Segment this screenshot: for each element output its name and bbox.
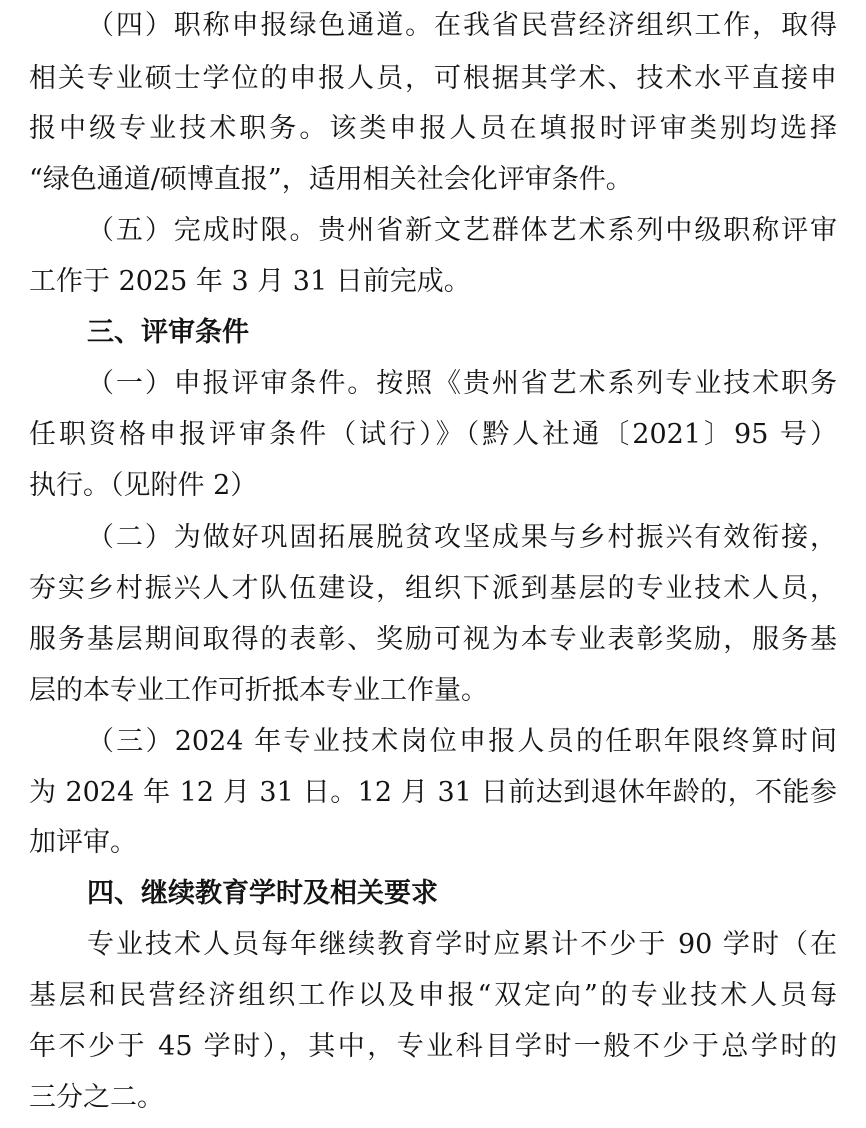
paragraph-education-hours-line: 基层和民营经济组织工作以及申报“双定向”的专业技术人员每 — [29, 980, 837, 1011]
paragraph-service-years-line: （三）2024 年专业技术岗位申报人员的任职年限终算时间 — [87, 726, 837, 757]
paragraph-deadline-line: （五）完成时限。贵州省新文艺群体艺术系列中级职称评审 — [87, 215, 837, 246]
paragraph-rural-revitalization-line: 夯实乡村振兴人才队伍建设，组织下派到基层的专业技术人员， — [29, 573, 837, 604]
paragraph-green-channel-line: 报中级专业技术职务。该类申报人员在填报时评审类别均选择 — [29, 113, 837, 144]
paragraph-green-channel-line: 相关专业硕士学位的申报人员，可根据其学术、技术水平直接申 — [29, 63, 837, 94]
paragraph-education-hours-line: 三分之二。 — [29, 1082, 164, 1113]
paragraph-service-years-line: 为 2024 年 12 月 31 日。12 月 31 日前达到退休年龄的，不能参 — [29, 777, 837, 808]
section-heading-continuing-education: 四、继续教育学时及相关要求 — [87, 878, 438, 909]
section-heading-review-conditions: 三、评审条件 — [87, 317, 249, 348]
paragraph-education-hours-line: 专业技术人员每年继续教育学时应累计不少于 90 学时（在 — [87, 929, 837, 960]
paragraph-rural-revitalization-line: 服务基层期间取得的表彰、奖励可视为本专业表彰奖励，服务基 — [29, 624, 837, 655]
paragraph-green-channel-line: （四）职称申报绿色通道。在我省民营经济组织工作，取得 — [87, 10, 837, 41]
paragraph-education-hours-line: 年不少于 45 学时），其中，专业科目学时一般不少于总学时的 — [29, 1031, 837, 1062]
paragraph-deadline-line: 工作于 2025 年 3 月 31 日前完成。 — [29, 266, 471, 297]
paragraph-rural-revitalization-line: （二）为做好巩固拓展脱贫攻坚成果与乡村振兴有效衔接， — [87, 522, 837, 553]
paragraph-rural-revitalization-line: 层的本专业工作可折抵本专业工作量。 — [29, 675, 488, 706]
paragraph-application-conditions-line: 任职资格申报评审条件（试行）》（黔人社通〔2021〕95 号） — [29, 419, 837, 450]
paragraph-application-conditions-line: （一）申报评审条件。按照《贵州省艺术系列专业技术职务 — [87, 368, 837, 399]
paragraph-service-years-line: 加评审。 — [29, 827, 137, 858]
paragraph-green-channel-line: “绿色通道/硕博直报”，适用相关社会化评审条件。 — [29, 164, 633, 195]
paragraph-application-conditions-line: 执行。（见附件 2） — [29, 470, 258, 501]
